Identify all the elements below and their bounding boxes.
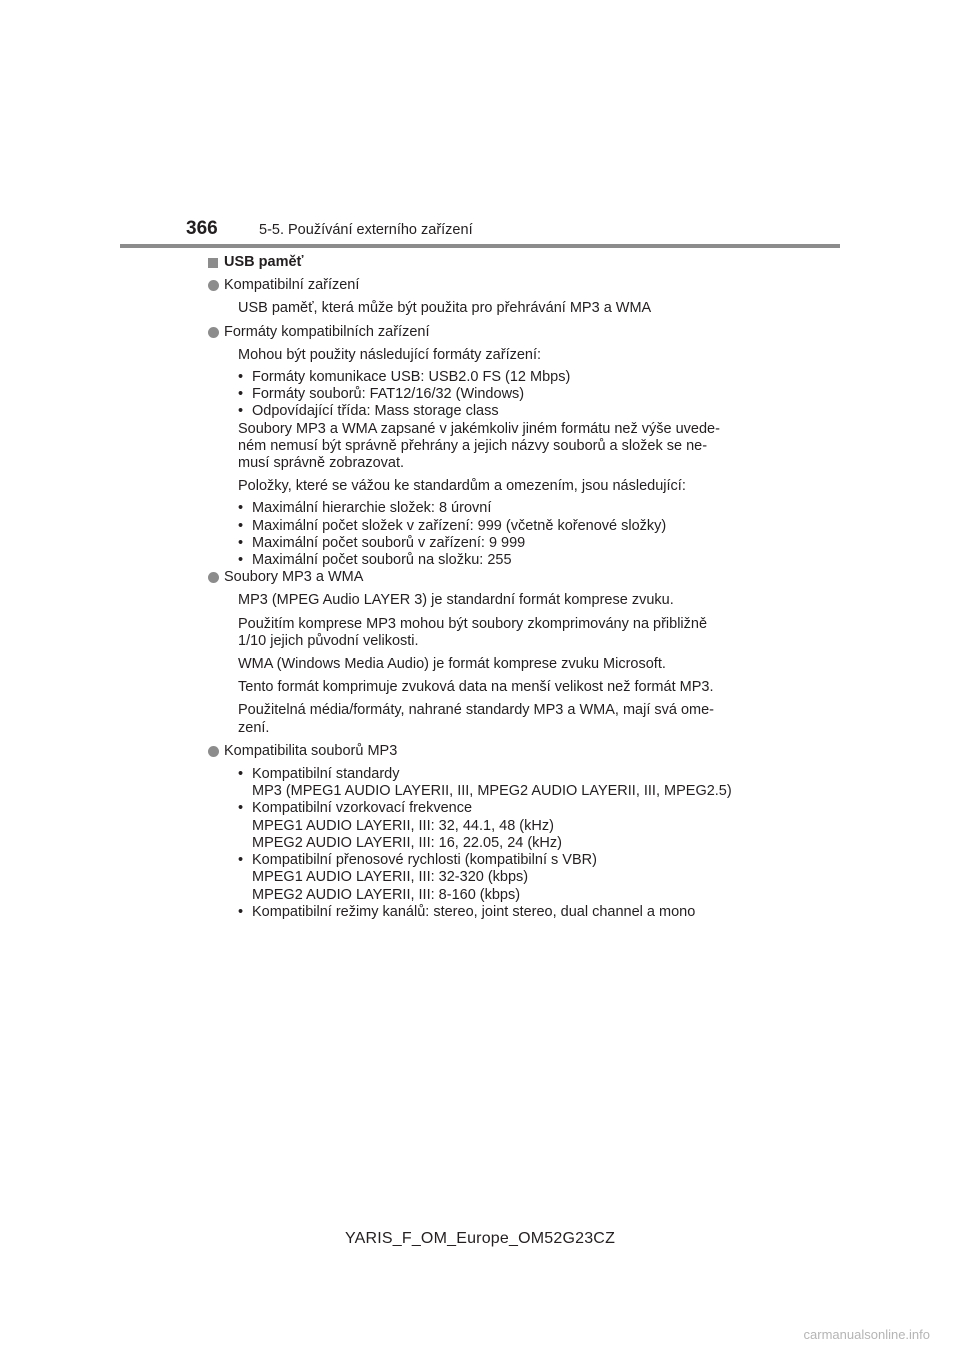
bullet-mark: •	[238, 534, 244, 551]
circle-bullet-icon	[208, 327, 219, 338]
text-line: Použitelná média/formáty, nahrané standardy MP3 a WMA, mají svá ome-	[238, 702, 715, 719]
list-item	[208, 500, 748, 517]
mp3-compat-bullet	[208, 743, 748, 760]
paragraph: Tento formát komprimuje zvuková data na menší velikost než formát MP3.	[238, 679, 714, 696]
list-continuation: MPEG1 AUDIO LAYERII, III: 32-320 (kbps)	[252, 869, 529, 886]
list-text: Kompatibilní přenosové rychlosti (kompatibilní s VBR)	[252, 852, 597, 869]
list-item	[208, 518, 748, 535]
bullet-label: Kompatibilní zařízení	[224, 277, 360, 294]
section-title-header: 5-5. Používání externího zařízení	[259, 222, 473, 238]
bullet-label: Kompatibilita souborů MP3	[224, 742, 398, 759]
document-footer: YARIS_F_OM_Europe_OM52G23CZ	[344, 1230, 616, 1247]
mp3-wma-bullet	[208, 569, 748, 586]
list-item	[208, 386, 748, 403]
bullet-mark: •	[238, 517, 244, 534]
text-line: zení.	[238, 719, 270, 736]
text-line: Soubory MP3 a WMA zapsané v jakémkoliv jiném formátu než výše uvede-	[238, 420, 720, 437]
list-continuation: MP3 (MPEG1 AUDIO LAYERII, III, MPEG2 AUDIO LAYERII, III, MPEG2.5)	[252, 783, 732, 800]
bullet-mark: •	[238, 800, 244, 817]
header-divider	[120, 244, 840, 248]
text-line: Použitím komprese MP3 mohou být soubory zkomprimovány na přibližně	[238, 615, 708, 632]
paragraph: MP3 (MPEG Audio LAYER 3) je standardní formát komprese zvuku.	[238, 592, 674, 609]
paragraph: Položky, které se vážou ke standardům a omezením, jsou následující:	[238, 478, 686, 495]
list-text: Formáty souborů: FAT12/16/32 (Windows)	[252, 386, 525, 403]
page-content	[208, 254, 748, 921]
paragraph	[208, 616, 748, 650]
paragraph: WMA (Windows Media Audio) je formát komprese zvuku Microsoft.	[238, 656, 666, 673]
list-item	[208, 403, 748, 420]
paragraph: USB paměť, která může být použita pro přehrávání MP3 a WMA	[238, 300, 652, 317]
list-text: Maximální počet souborů na složku: 255	[252, 552, 512, 569]
bullet-label: Soubory MP3 a WMA	[224, 569, 364, 586]
list-text: Kompatibilní režimy kanálů: stereo, joint stereo, dual channel a mono	[252, 903, 696, 920]
circle-bullet-icon	[208, 572, 219, 583]
circle-bullet-icon	[208, 280, 219, 291]
list-continuation: MPEG1 AUDIO LAYERII, III: 32, 44.1, 48 (kHz)	[252, 817, 554, 834]
square-bullet-icon	[208, 258, 218, 268]
text-line: musí správně zobrazovat.	[238, 455, 405, 472]
bullet-mark: •	[238, 386, 244, 403]
list-text: Formáty komunikace USB: USB2.0 FS (12 Mbps)	[252, 369, 571, 386]
list-item	[208, 552, 748, 569]
bullet-label: Formáty kompatibilních zařízení	[224, 323, 430, 340]
list-item	[208, 852, 748, 869]
paragraph: Mohou být použity následující formáty zařízení:	[238, 346, 542, 363]
note-paragraph	[208, 421, 748, 473]
list-text: Maximální hierarchie složek: 8 úrovní	[252, 500, 492, 517]
list-item	[208, 800, 748, 817]
heading-text: USB paměť	[224, 254, 304, 270]
bullet-mark: •	[238, 766, 244, 783]
paragraph	[208, 702, 748, 736]
list-continuation: MPEG2 AUDIO LAYERII, III: 16, 22.05, 24 (kHz)	[252, 834, 562, 851]
formats-bullet	[208, 324, 748, 341]
bullet-mark: •	[238, 369, 244, 386]
usb-memory-heading	[208, 254, 748, 271]
list-item	[208, 369, 748, 386]
list-text: Odpovídající třída: Mass storage class	[252, 403, 499, 420]
watermark: carmanualsonline.info	[803, 1327, 930, 1342]
bullet-mark: •	[238, 403, 244, 420]
list-text: Maximální počet složek v zařízení: 999 (včetně kořenové složky)	[252, 517, 667, 534]
list-text: Maximální počet souborů v zařízení: 9 999	[252, 534, 526, 551]
list-item	[208, 535, 748, 552]
list-text: Kompatibilní standardy	[252, 766, 400, 783]
circle-bullet-icon	[208, 746, 219, 757]
bullet-mark: •	[238, 903, 244, 920]
bullet-mark: •	[238, 500, 244, 517]
list-text: Kompatibilní vzorkovací frekvence	[252, 800, 473, 817]
bullet-mark: •	[238, 552, 244, 569]
compat-devices-bullet	[208, 277, 748, 294]
text-line: 1/10 jejich původní velikosti.	[238, 632, 419, 649]
bullet-mark: •	[238, 852, 244, 869]
list-item	[208, 904, 748, 921]
list-continuation: MPEG2 AUDIO LAYERII, III: 8-160 (kbps)	[252, 886, 521, 903]
text-line: ném nemusí být správně přehrány a jejich názvy souborů a složek se ne-	[238, 437, 708, 454]
page-number: 366	[186, 218, 218, 239]
list-item	[208, 766, 748, 783]
